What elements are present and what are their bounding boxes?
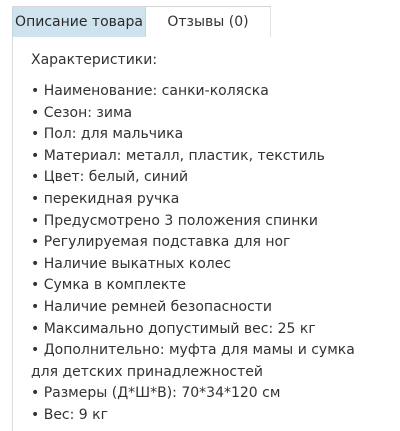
product-tabs xyxy=(12,6,271,37)
list-item: • Материал: металл, пластик, текстиль xyxy=(31,147,325,164)
list-item: • Сезон: зима xyxy=(31,104,133,121)
list-item: • Цвет: белый, синий xyxy=(31,169,189,186)
characteristics-list xyxy=(31,81,376,427)
tab-reviews[interactable]: Отзывы (0) xyxy=(146,7,271,37)
list-item: • Сумка в комплекте xyxy=(31,277,187,294)
list-item: • Пол: для мальчика xyxy=(31,126,184,143)
list-item: • Дополнительно: муфта для мамы и сумка для детских принадлежностей xyxy=(31,342,355,380)
characteristics-heading: Характеристики: xyxy=(31,52,158,68)
list-item: • Размеры (Д*Ш*В): 70*34*120 см xyxy=(31,385,281,402)
list-item: • Наличие ремней безопасности xyxy=(31,298,273,315)
list-item: • Регулируемая подставка для ног xyxy=(31,234,291,251)
tab-description[interactable]: Описание товара xyxy=(12,7,146,37)
list-item: • Наименование: санки-коляска xyxy=(31,83,269,99)
list-item: • перекидная ручка xyxy=(31,190,180,207)
description-panel xyxy=(12,37,394,431)
list-item: • Вес: 9 кг xyxy=(31,406,108,423)
list-item: • Максимально допустимый вес: 25 кг xyxy=(31,320,316,337)
list-item: • Предусмотрено 3 положения спинки xyxy=(31,212,318,229)
list-item: • Наличие выкатных колес xyxy=(31,255,232,272)
